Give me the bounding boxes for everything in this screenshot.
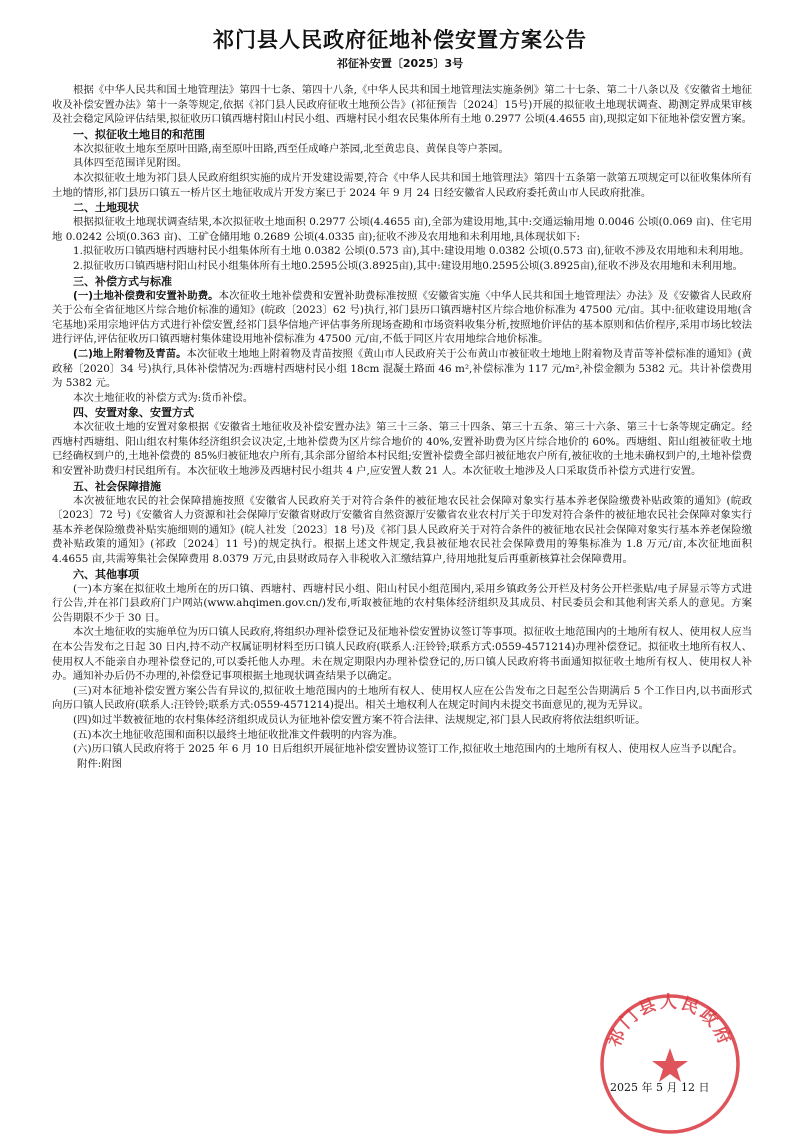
section-heading-other: 六、其他事项 [73,567,139,581]
paragraph: (六)历口镇人民政府将于 2025 年 6 月 10 日后组织开展征地补偿安置协议签订工作,拟征收土地范围内的土地所有权人、使用权人应当予以配合。 [73,743,743,756]
paragraph: 本次拟征收土地为祁门县人民政府组织实施的成片开发建设需要,符合《中华人民共和国土地管理法》第四十五条第一款第五项规定可以征收集体所有土地的情形,祁门县历口镇五一桥片区土地征收成片开发方案已于 2024 年 9 月 24 日经安徽省人民政府委托黄山市人民政府批准。 [52,171,752,199]
notice-body [52,83,752,771]
paragraph: (一)本方案在拟征收土地所在的历口镇、西塘村、西塘村民小组、阳山村民小组范围内,采用乡镇政务公开栏及村务公开栏张贴/电子屏显示等方式进行公告,并在祁门县政府门户网站(www.ahqimen.gov.cn/)发布,听取被征地的农村集体经济组织及其成员、村民委员会和其他利害关系人的意见。方案公告期限不少于 30 日。 [52,582,752,624]
intro-paragraph: 根据《中华人民共和国土地管理法》第四十七条、第四十八条,《中华人民共和国土地管理法实施条例》第二十七条、第二十八条以及《安徽省土地征收及补偿安置办法》第十一条等规定,依据《祁门县人民政府征收土地预公告》(祁征预告〔2024〕15号)开展的拟征收土地现状调查、勘测定界成果审核及社会稳定风险评估结果,拟征收历口镇西塘村阳山村民小组、西塘村民小组农民集体所有土地 0.2977 公顷(4.4655 亩),现拟定如下征地补偿安置方案。 [52,84,752,126]
subheading: (二)地上附着物及青苗。 [73,347,187,360]
paragraph: 1.拟征收历口镇西塘村西塘村民小组集体所有土地 0.0382 公顷(0.573 亩),其中:建设用地 0.0382 公顷(0.573 亩),征收不涉及农用地和未利用地。 [73,245,750,258]
attachment-note: 附件:附图 [77,757,123,770]
paragraph [52,347,752,391]
paragraph: (三)对本征地补偿安置方案公告有异议的,拟征收土地范围内的土地所有权人、使用权人应在公告发布之日起至公告期满后 5 个工作日内,以书面形式向历口镇人民政府(联系人:汪铃铃;联系方式:0559-4571214)提出。相关土地权利人在规定时间内未提交书面意见的,视为无异议。 [52,684,752,712]
page-title: 祁门县人民政府征地补偿安置方案公告 [213,28,587,52]
section-heading-purpose: 一、拟征收土地目的和范围 [73,127,205,141]
paragraph: 2.拟征收历口镇西塘村阳山村民小组集体所有土地0.2595公顷(3.8925亩),其中:建设用地0.2595公顷(3.8925亩),征收不涉及农用地和未利用地。 [73,259,744,272]
document-number: 祁征补安置〔2025〕3号 [336,57,464,70]
paragraph: 具体四至范围详见附图。 [73,157,188,170]
issue-date: 2025 年 5 月 12 日 [610,1081,710,1094]
paragraph: 本次拟征收土地东至原叶田路,南至原叶田路,西至任成峰户茶园,北至黄忠良、黄保良等户茶园。 [73,142,509,155]
paragraph [52,289,752,347]
paragraph: 本次被征地农民的社会保障措施按照《安徽省人民政府关于对符合条件的被征地农民社会保障对象实行基本养老保险缴费补贴政策的通知》(皖政〔2023〕72 号)《安徽省人力资源和社会保障厅安徽省财政厅安徽省自然资源厅安徽省农业农村厅关于印发对符合条件的被征地农民社会保障对象实行基本养老保险缴费补贴实施细则的通知》(皖人社发〔2023〕18 号)及《祁门县人民政府关于对符合条件的被征地农民社会保障对象实行基本养老保险缴费补贴政策的通知》(祁政〔2024〕11 号)的规定执行。根据上述文件规定,我县被征地农民社会保障费用的筹集标准为 1.8 万元/亩,本次征地面积 4.4655 亩,共需筹集社会保障费用 8.0379 万元,由县财政局存入非税收入汇缴结算户,待用地批复后再重新核算社会保障费用。 [52,494,752,566]
paragraph: (四)如过半数被征地的农村集体经济组织成员认为征地补偿安置方案不符合法律、法规规定,祁门县人民政府将依法组织听证。 [73,713,646,726]
paragraph: 本次征收土地的安置对象根据《安徽省土地征收及补偿安置办法》第三十三条、第三十四条、第三十五条、第三十六条、第三十七条等规定确定。经西塘村西塘组、阳山组农村集体经济组织会议决定,土地补偿费为区片综合地价的 40%,安置补助费为区片综合地价的 60%。西塘组、阳山组被征收土地已经确权到户的,土地补偿费的 85%归被征地农户所有,其余部分留给本村民组;安置补偿费全部归被征地农户所有,被征收的土地未确权到户的,土地补偿费和安置补助费归村民组所有。本次征收土地涉及西塘村民小组共 4 户,应安置人数 21 人。本次征收土地涉及人口采取货币补偿方式进行安置。 [52,421,752,478]
paragraph: 本次土地征收的实施单位为历口镇人民政府,将组织办理补偿登记及征地补偿安置协议签订等事项。拟征收土地范围内的土地所有权人、使用权人应当在本公告发布之日起 30 日内,持不动产权属证明材料至历口镇人民政府(联系人:汪铃铃;联系方式:0559-4571214)办理补偿登记。拟征收土地所有权人、使用权人不能亲自办理补偿登记的,可以委托他人办理。未在规定期限内办理补偿登记的,历口镇人民政府将书面通知拟征收土地所有权人、使用权人补办。通知补办后仍不办理的,补偿登记事项根据土地现状调查结果予以确定。 [52,626,752,683]
subheading: (一)土地补偿费和安置补助费。 [73,289,219,302]
section-heading-social-security: 五、社会保障措施 [73,479,161,493]
paragraph: 本次土地征收的补偿方式为:货币补偿。 [73,391,254,404]
section-heading-land-status: 二、土地现状 [73,201,139,215]
paragraph: (五)本次土地征收范围和面积以最终土地征收批准文件载明的内容为准。 [73,728,404,741]
paragraph: 根据拟征收土地现状调查结果,本次拟征收土地面积 0.2977 公顷(4.4655 亩),全部为建设用地,其中:交通运输用地 0.0046 公顷(0.069 亩)、住宅用地 0.0242 公顷(0.363 亩)、工矿仓储用地 0.2689 公顷(4.0335 亩);征收不涉及农用地和未利用地,具体现状如下: [52,216,752,243]
paragraph-text: 本次征收土地地上附着物及青苗按照《黄山市人民政府关于公布黄山市被征收土地地上附着物及青苗等补偿标准的通知》(黄政秘〔2020〕34 号)执行,具体补偿情况为:西塘村西塘村民小组 18cm 混凝土路面 46 m²,补偿标准为 117 元/m²,补偿金额为 5382 元。共计补偿费用为 5382 元。 [52,347,752,390]
official-seal [596,990,744,1138]
svg-text:祁门县人民政府: 祁门县人民政府 [604,992,736,1050]
section-heading-resettlement: 四、安置对象、安置方式 [73,406,194,420]
paragraph-text: 本次征收土地补偿费和安置补助费标准按照《安徽省实施〈中华人民共和国土地管理法〉办法》及《安徽省人民政府关于公布全省征地区片综合地价标准的通知》(皖政〔2023〕62 号)执行,祁门县历口镇西塘村区片综合地价标准为 47500 元/亩。其中:征收建设用地(含宅基地)采用宗地评估方式进行补偿安置,经祁门县华信地产评估事务所现场查勘和市场资料收集分析,按照地价评估的基本原则和估价程序,采用市场比较法进行评估,评估征收历口镇西塘村集体建设用地补偿标准为 47500 元/亩,不低于同区片农用地综合地价标准。 [52,289,753,346]
section-heading-compensation: 三、补偿方式与标准 [73,274,172,288]
